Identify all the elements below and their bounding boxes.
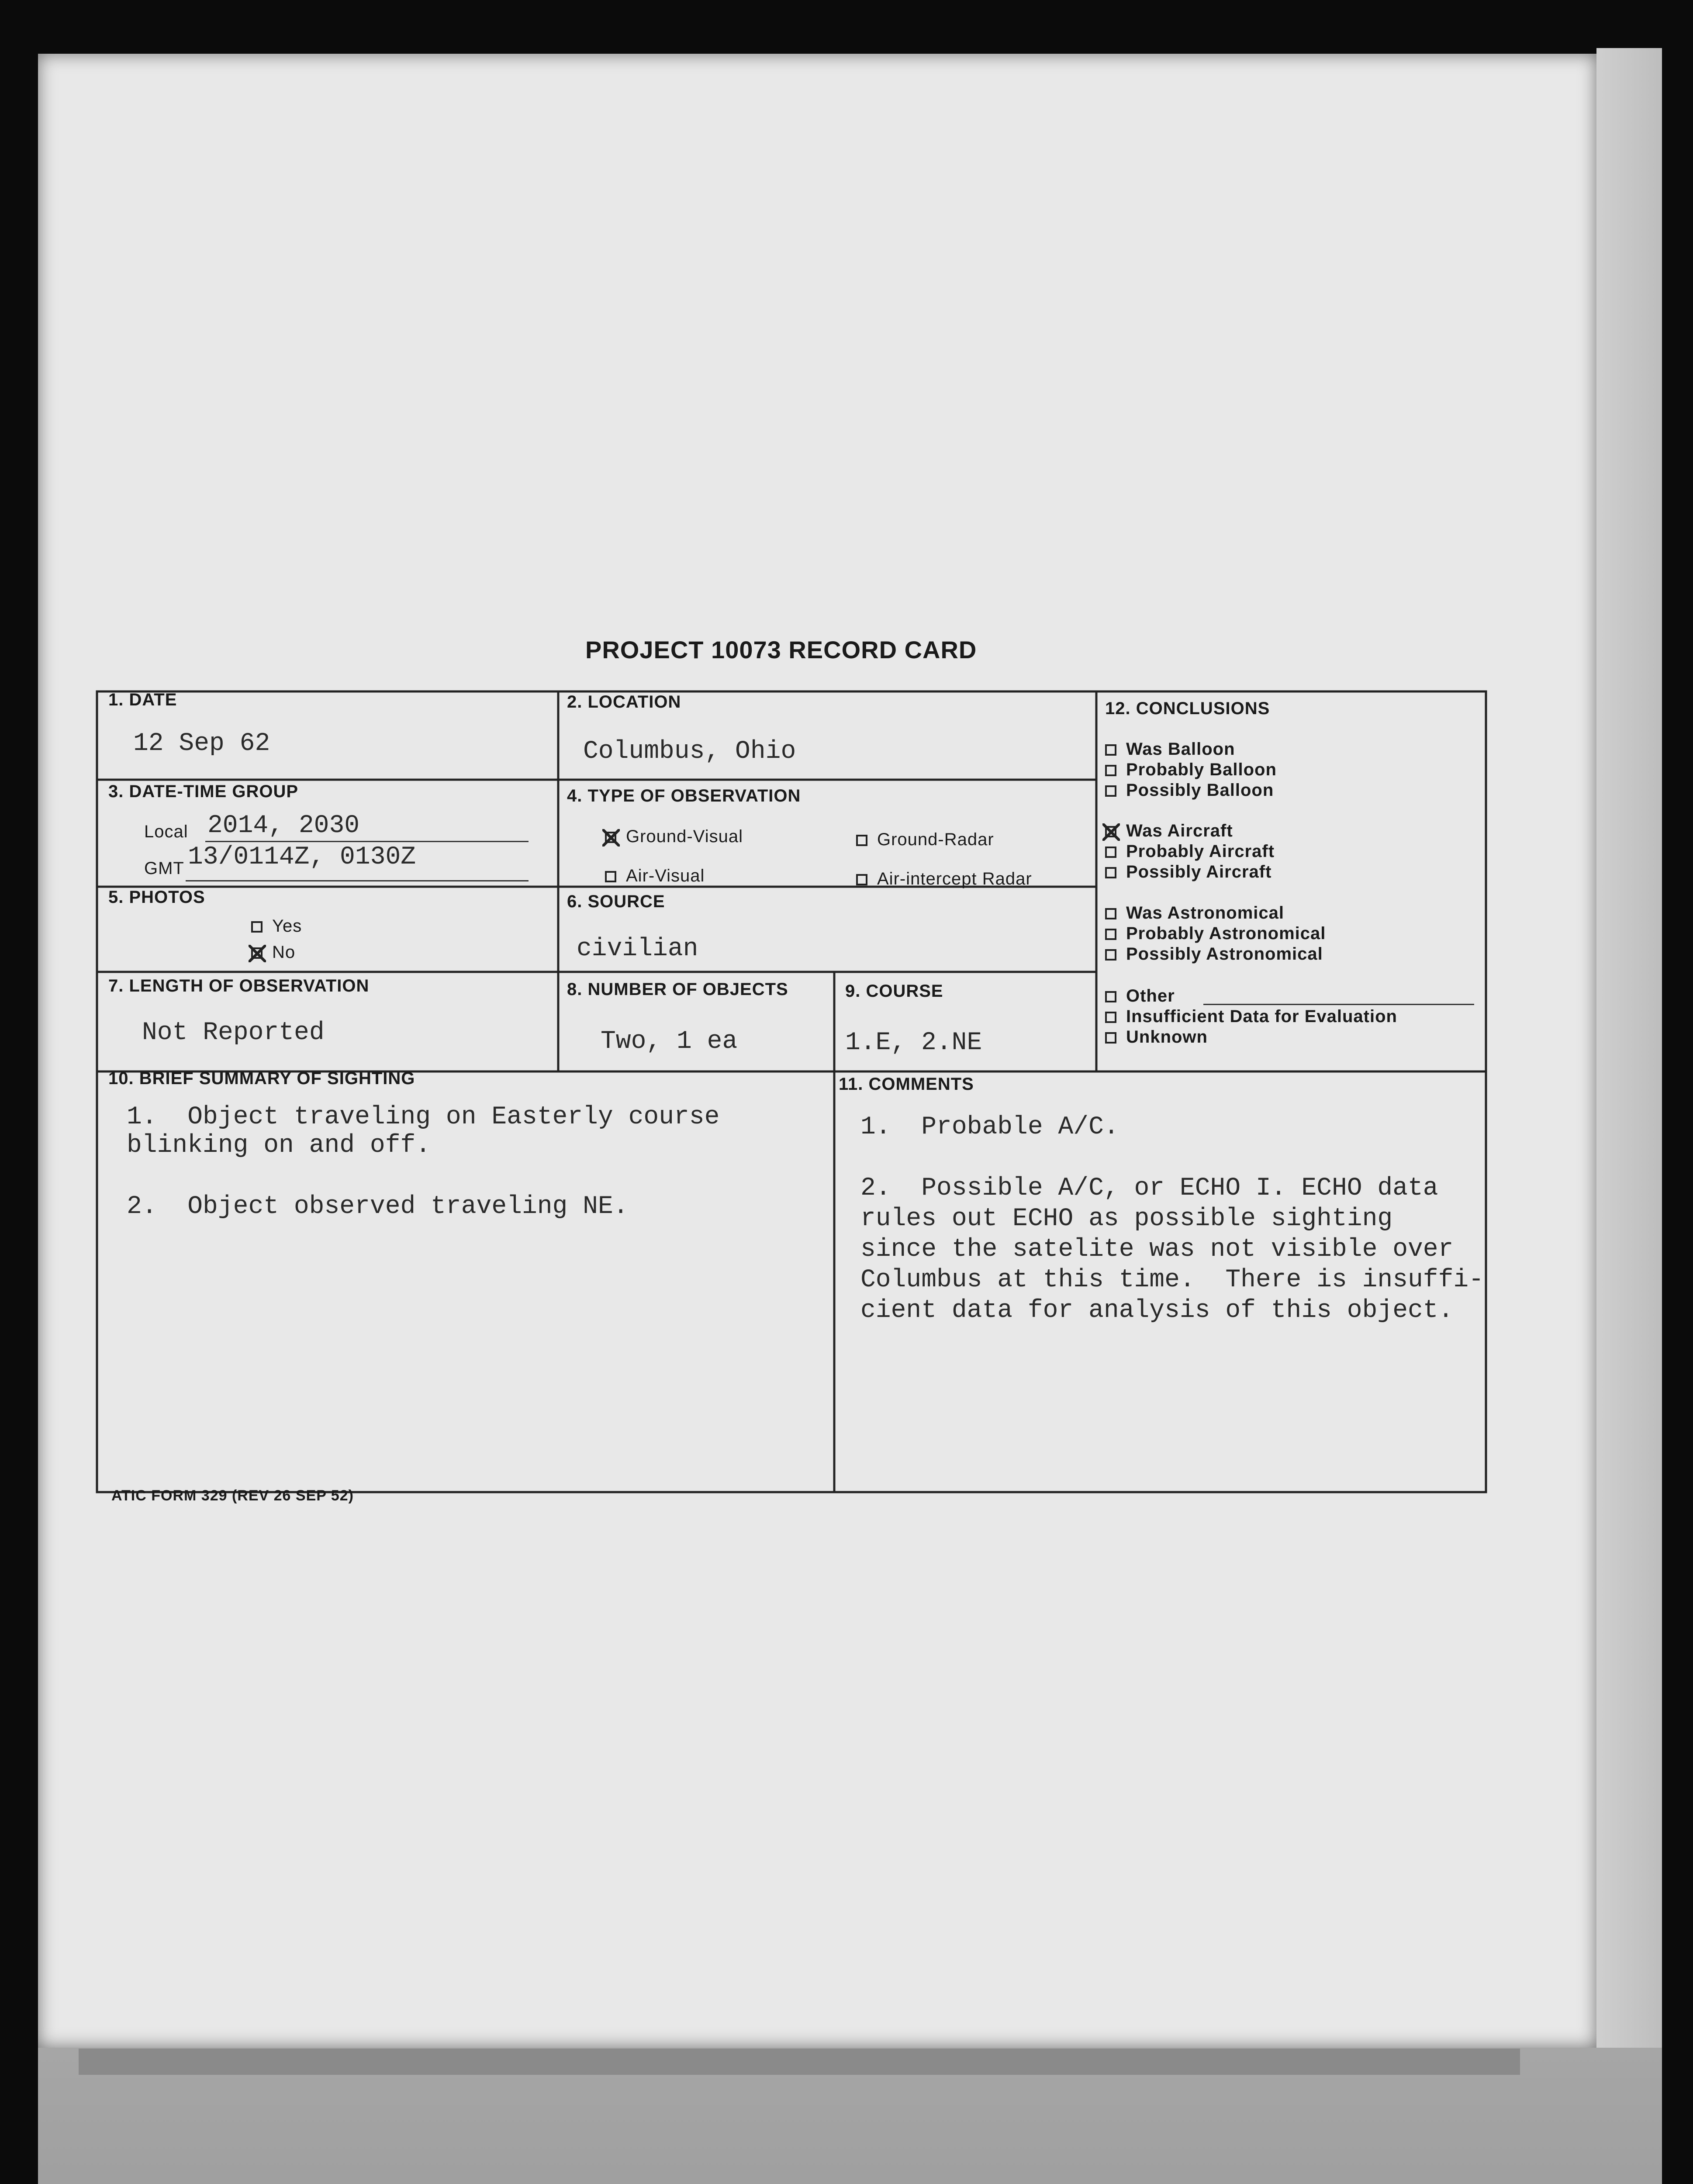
possibly-astronomical-checkbox[interactable]: [1105, 949, 1116, 961]
summary-label: 10. BRIEF SUMMARY OF SIGHTING: [108, 1069, 415, 1088]
conclusion-insufficient-data[interactable]: [1105, 1007, 1397, 1026]
form-id: ATIC FORM 329 (REV 26 SEP 52): [111, 1487, 354, 1504]
was-aircraft-text: Was Aircraft: [1126, 821, 1233, 840]
obs-air-visual[interactable]: [605, 866, 705, 886]
paper-shadow: [79, 2049, 1520, 2075]
length-label: 7. LENGTH OF OBSERVATION: [108, 976, 370, 995]
dtg-local-label: Local: [144, 822, 188, 841]
comments-line-5: Columbus at this time. There is insuffi-: [860, 1266, 1484, 1294]
photos-no-text: No: [272, 943, 296, 962]
card-title: PROJECT 10073 RECORD CARD: [585, 636, 977, 663]
probably-astronomical-checkbox[interactable]: [1105, 929, 1116, 940]
conclusion-other[interactable]: [1105, 986, 1175, 1006]
possibly-astronomical-text: Possibly Astronomical: [1126, 944, 1323, 964]
conclusion-probably-astronomical[interactable]: [1105, 924, 1326, 943]
other-underline: [1203, 1004, 1474, 1005]
air-visual-checkbox[interactable]: [605, 871, 616, 882]
air-intercept-checkbox[interactable]: [856, 874, 867, 885]
conclusion-was-balloon[interactable]: [1105, 740, 1235, 759]
probably-balloon-text: Probably Balloon: [1126, 760, 1277, 779]
summary-line-1: 1. Object traveling on Easterly course: [127, 1103, 720, 1131]
comments-line-2: 2. Possible A/C, or ECHO I. ECHO data: [860, 1174, 1438, 1203]
conclusion-was-astronomical[interactable]: [1105, 903, 1284, 923]
course-value: 1.E, 2.NE: [845, 1029, 982, 1057]
other-checkbox[interactable]: [1105, 991, 1116, 1002]
conclusion-probably-balloon[interactable]: [1105, 760, 1277, 780]
insufficient-data-checkbox[interactable]: [1105, 1012, 1116, 1023]
location-value: Columbus, Ohio: [583, 737, 796, 766]
comments-line-6: cient data for analysis of this object.: [860, 1296, 1454, 1325]
length-value: Not Reported: [142, 1019, 325, 1047]
probably-balloon-checkbox[interactable]: [1105, 765, 1116, 776]
photos-no[interactable]: [251, 943, 295, 962]
comments-line-4: since the satelite was not visible over: [860, 1235, 1454, 1264]
source-label: 6. SOURCE: [567, 892, 665, 911]
dtg-gmt-value: 13/0114Z, 0130Z: [188, 843, 416, 871]
obs-air-intercept[interactable]: [856, 869, 1032, 889]
air-intercept-text: Air-intercept Radar: [877, 869, 1032, 888]
objects-value: Two, 1 ea: [601, 1027, 738, 1056]
photos-yes[interactable]: [251, 916, 302, 936]
summary-line-3: 2. Object observed traveling NE.: [127, 1192, 629, 1221]
dtg-local-value: 2014, 2030: [207, 812, 360, 840]
obs-ground-radar[interactable]: [856, 830, 994, 850]
probably-aircraft-text: Probably Aircraft: [1126, 842, 1275, 861]
summary-line-2: blinking on and off.: [127, 1131, 431, 1160]
location-label: 2. LOCATION: [567, 692, 681, 712]
conclusion-probably-aircraft[interactable]: [1105, 842, 1275, 861]
possibly-aircraft-text: Possibly Aircraft: [1126, 862, 1272, 881]
was-balloon-checkbox[interactable]: [1105, 744, 1116, 756]
conclusion-possibly-astronomical[interactable]: [1105, 944, 1323, 964]
obs-ground-visual[interactable]: [605, 827, 743, 847]
comments-line-1: 1. Probable A/C.: [860, 1113, 1119, 1141]
possibly-balloon-checkbox[interactable]: [1105, 785, 1116, 797]
observation-label: 4. TYPE OF OBSERVATION: [567, 786, 801, 805]
ground-visual-text: Ground-Visual: [626, 827, 743, 846]
air-visual-text: Air-Visual: [626, 866, 705, 885]
photos-label: 5. PHOTOS: [108, 888, 205, 907]
insufficient-data-text: Insufficient Data for Evaluation: [1126, 1007, 1397, 1026]
paper-sheet: [38, 54, 1596, 2048]
probably-astronomical-text: Probably Astronomical: [1126, 924, 1326, 943]
comments-line-3: rules out ECHO as possible sighting: [860, 1205, 1393, 1233]
conclusion-possibly-aircraft[interactable]: [1105, 862, 1271, 882]
dtg-gmt-underline: [186, 880, 529, 881]
conclusion-was-aircraft[interactable]: [1105, 821, 1233, 841]
source-value: civilian: [577, 935, 698, 963]
conclusions-label: 12. CONCLUSIONS: [1105, 699, 1270, 718]
photos-yes-text: Yes: [272, 916, 302, 936]
unknown-text: Unknown: [1126, 1027, 1208, 1047]
possibly-balloon-text: Possibly Balloon: [1126, 781, 1274, 800]
was-astronomical-checkbox[interactable]: [1105, 908, 1116, 919]
date-label: 1. DATE: [108, 690, 177, 709]
conclusion-possibly-balloon[interactable]: [1105, 781, 1274, 800]
dtg-label: 3. DATE-TIME GROUP: [108, 782, 299, 801]
conclusion-unknown[interactable]: [1105, 1027, 1208, 1047]
course-label: 9. COURSE: [845, 981, 943, 1001]
was-aircraft-checkbox[interactable]: [1105, 826, 1116, 837]
photos-yes-checkbox[interactable]: [251, 921, 263, 933]
other-text: Other: [1126, 986, 1175, 1006]
was-astronomical-text: Was Astronomical: [1126, 903, 1284, 923]
ground-radar-checkbox[interactable]: [856, 835, 867, 846]
date-value: 12 Sep 62: [133, 729, 270, 758]
objects-label: 8. NUMBER OF OBJECTS: [567, 980, 788, 999]
photos-no-checkbox[interactable]: [251, 947, 263, 959]
was-balloon-text: Was Balloon: [1126, 740, 1235, 759]
probably-aircraft-checkbox[interactable]: [1105, 847, 1116, 858]
ground-visual-checkbox[interactable]: [605, 832, 616, 843]
possibly-aircraft-checkbox[interactable]: [1105, 867, 1116, 878]
ground-radar-text: Ground-Radar: [877, 830, 994, 849]
paper-edge: [1596, 48, 1662, 2057]
dtg-local-underline: [205, 841, 529, 842]
comments-label: 11. COMMENTS: [839, 1075, 974, 1094]
dtg-gmt-label: GMT: [144, 859, 184, 878]
unknown-checkbox[interactable]: [1105, 1032, 1116, 1044]
